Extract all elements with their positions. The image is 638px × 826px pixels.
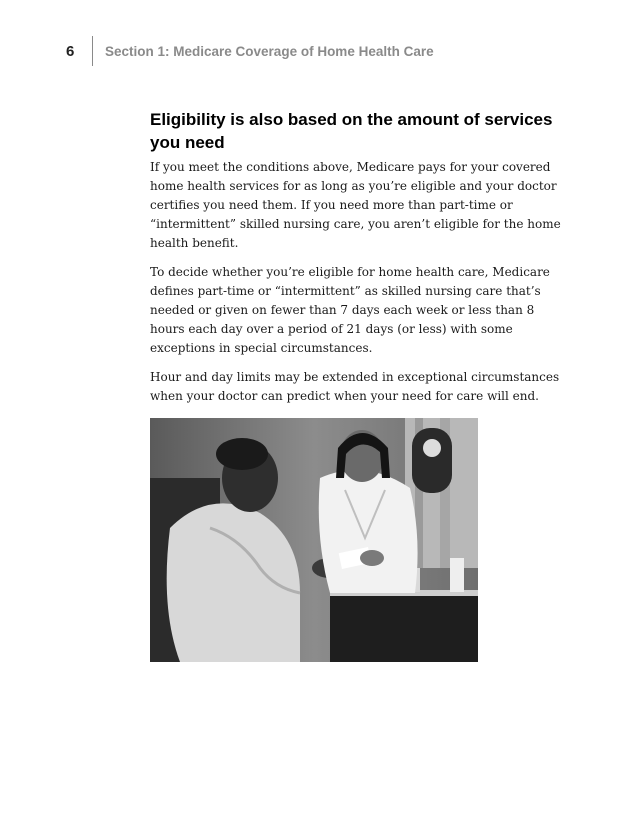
nurse-patient-photo bbox=[150, 418, 478, 662]
header-divider bbox=[92, 36, 93, 66]
paragraph-3: Hour and day limits may be extended in exceptional circumstances when your doctor can predict when your need for care will end. bbox=[150, 370, 560, 403]
main-content bbox=[150, 108, 570, 416]
section-heading: Eligibility is also based on the amount of services you need bbox=[150, 110, 553, 152]
page-number: 6 bbox=[66, 42, 75, 60]
page-header bbox=[66, 36, 434, 66]
paragraph-2: To decide whether you’re eligible for home health care, Medicare defines part-time or “intermittent” as skilled nursing care that’s needed or given on fewer than 7 days each week or less than 8 hours each day over a period of 21 days (or less) with some exceptions in special circumstances. bbox=[150, 265, 550, 355]
photo-nurse-patient-icon bbox=[150, 418, 478, 662]
section-title: Section 1: Medicare Coverage of Home Health Care bbox=[105, 43, 434, 59]
paragraph-1: If you meet the conditions above, Medicare pays for your covered home health services for as long as you’re eligible and your doctor certifies you need them. If you need more than part-time or “intermittent” skilled nursing care, you aren’t eligible for the home health benefit. bbox=[150, 160, 561, 250]
